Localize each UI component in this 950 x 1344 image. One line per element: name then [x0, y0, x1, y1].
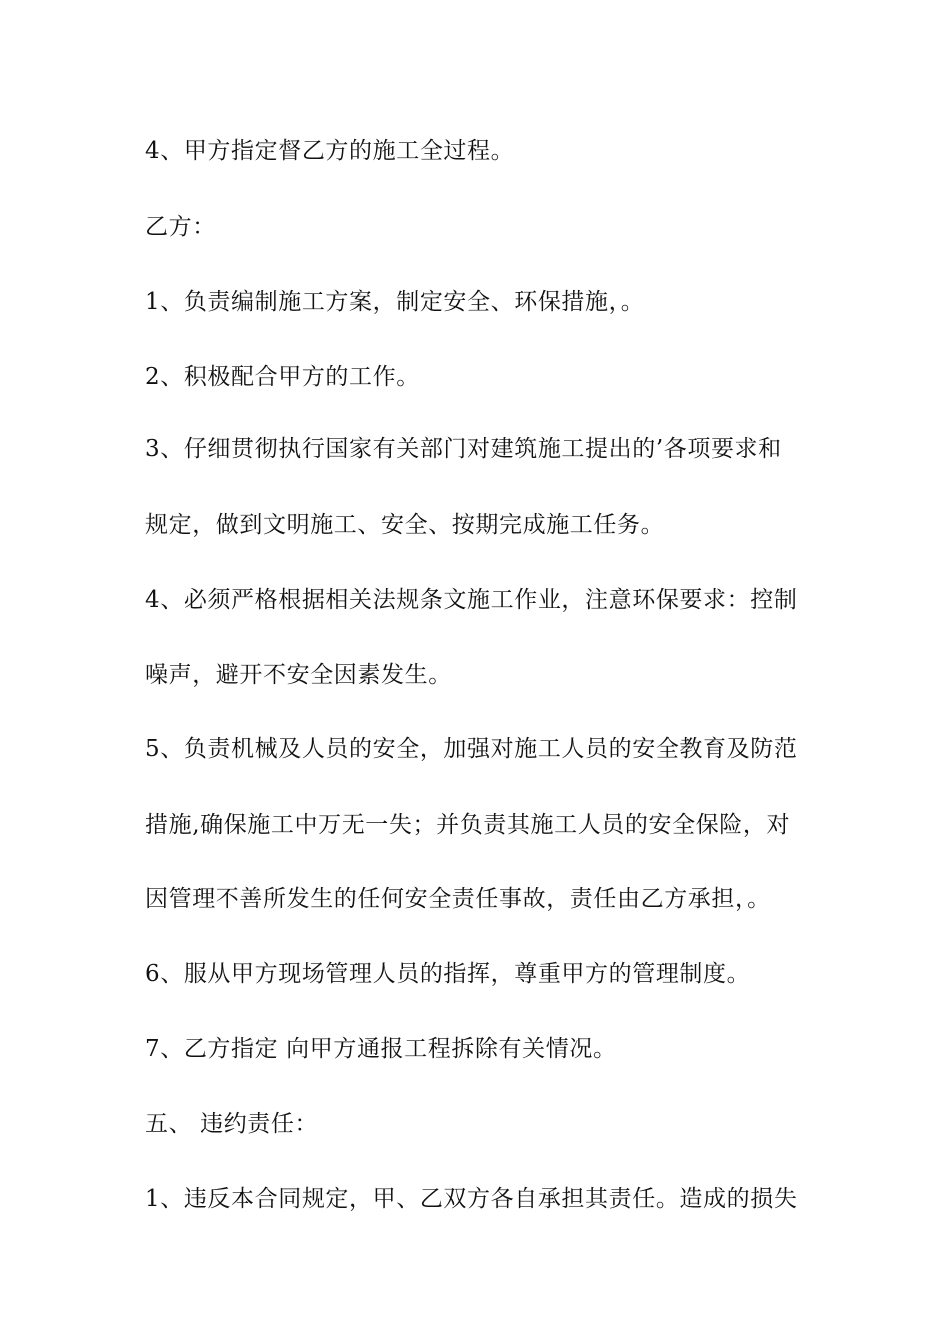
- text-line: 因管理不善所发生的任何安全责任事故，责任由乙方承担，。: [145, 886, 771, 912]
- text-line: 1、负责编制施工方案，制定安全、环保措施，。: [145, 289, 645, 315]
- text-line: 7、乙方指定 向甲方通报工程拆除有关情况。: [145, 1036, 617, 1062]
- text-line: 3、仔细贯彻执行国家有关部门对建筑施工提出的’各项要求和: [145, 436, 782, 462]
- section-heading-party-b: 乙方：: [145, 214, 216, 240]
- text-line: 1、违反本合同规定，甲、乙双方各自承担其责任。造成的损失: [145, 1186, 798, 1212]
- text-line: 噪声，避开不安全因素发生。: [145, 662, 452, 688]
- text-line: 措施,确保施工中万无一失；并负责其施工人员的安全保险，对: [145, 812, 791, 838]
- text-line: 4、甲方指定督乙方的施工全过程。: [145, 138, 515, 164]
- section-heading-breach-liability: 五、 违约责任：: [145, 1111, 319, 1137]
- text-line: 6、服从甲方现场管理人员的指挥，尊重甲方的管理制度。: [145, 961, 751, 987]
- text-line: 5、负责机械及人员的安全，加强对施工人员的安全教育及防范: [145, 736, 798, 762]
- text-line: 规定，做到文明施工、安全、按期完成施工任务。: [145, 512, 665, 538]
- text-line: 2、积极配合甲方的工作。: [145, 364, 420, 390]
- text-line: 4、必须严格根据相关法规条文施工作业，注意环保要求：控制: [145, 587, 798, 613]
